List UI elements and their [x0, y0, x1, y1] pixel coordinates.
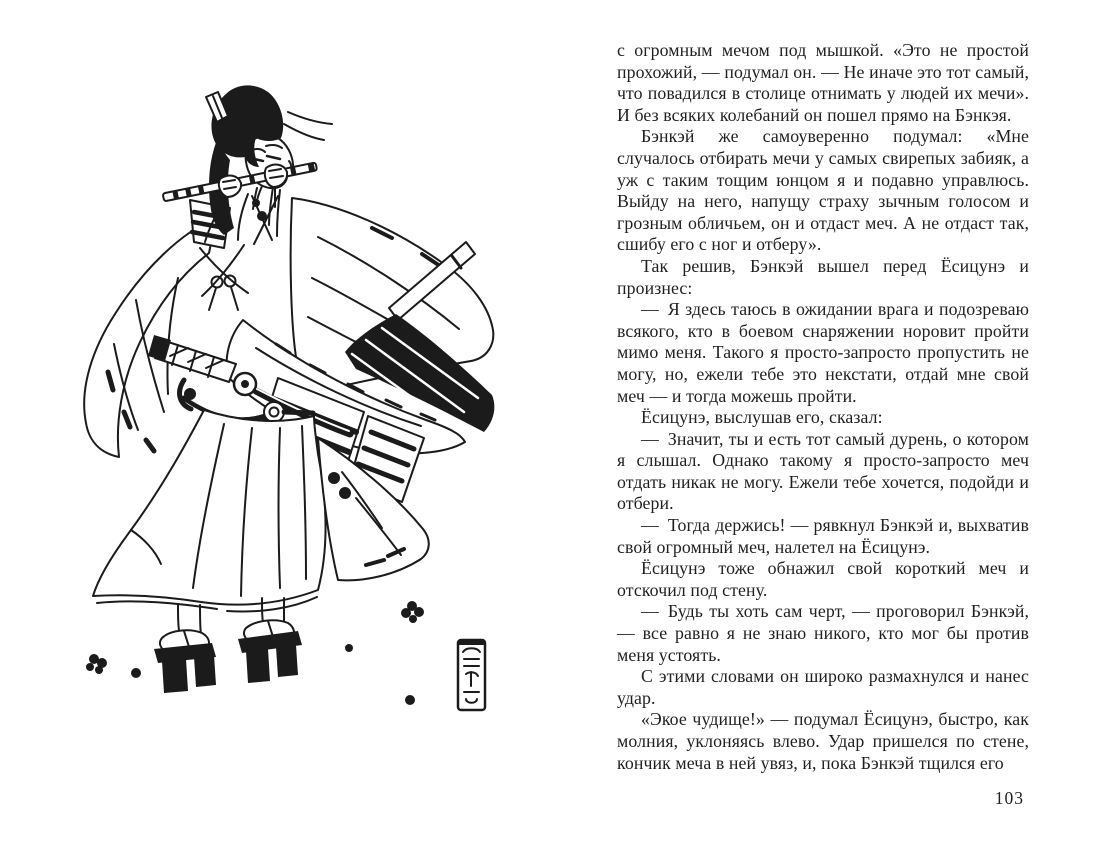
paragraph: С этими словами он широко размахнулся и нанес удар. [617, 666, 1029, 708]
paragraph: — Я здесь таюсь в ожидании врага и подозреваю всякого, кто в боевом снаряжении норовит пройти мимо меня. Такого я просто-запросто пропустить не могу, но, ежели тебе это некстати, отдай мне свой меч — и тогда можешь пройти. [617, 299, 1029, 406]
paragraph: — Тогда держись! — рявкнул Бэнкэй и, выхватив свой огромный меч, налетел на Ёсицунэ. [617, 515, 1029, 557]
paragraph: «Экое чудище!» — подумал Ёсицунэ, быстро, как молния, уклоняясь влево. Удар пришелся по стене, кончик меча в ней увяз, и, пока Бэнкэй тщился его [617, 709, 1029, 773]
page-number: 103 [994, 788, 1024, 809]
paragraph: Бэнкэй же самоуверенно подумал: «Мне случалось отбирать мечи у самых свирепых забияк, а уж с таким тощим юнцом я и подавно управлюсь. Выйду на него, напущу страху зычным голосом и грозным обличьем, он и отдаст меч. А не отдаст так, сшибу его с ног и отберу». [617, 126, 1029, 255]
cloak-left-sleeve [84, 218, 216, 457]
paragraph: — Значит, ты и есть тот самый дурень, о котором я слышал. Однако такому я просто-запросто меч отдать никак не могу. Ежели тебе хочется, подойди и отбери. [617, 428, 1029, 514]
paragraph: Ёсицунэ, выслушав его, сказал: [641, 407, 883, 428]
hakama-skirt [93, 410, 326, 611]
paragraph: Так решив, Бэнкэй вышел перед Ёсицунэ и произнес: [617, 255, 1029, 298]
paragraph: с огромным мечом под мышкой. «Это не простой прохожий, — подумал он. — Не иначе это тот самый, что повадился в столице отнимать у людей их мечи». И без всяких колебаний он пошел прямо на Бэнкэя. [617, 40, 1029, 125]
paragraph: Ёсицунэ тоже обнажил свой короткий меч и отскочил под стену. [617, 558, 1029, 600]
feet-geta [154, 598, 302, 693]
samurai-illustration-svg [66, 82, 506, 732]
artist-seal [458, 640, 485, 710]
illustration-samurai-flute [66, 82, 506, 732]
body-text [617, 40, 1029, 810]
paragraph: — Будь ты хоть сам черт, — проговорил Бэнкэй, — все равно я не знаю никого, кто мог бы против меня устоять. [617, 601, 1029, 665]
